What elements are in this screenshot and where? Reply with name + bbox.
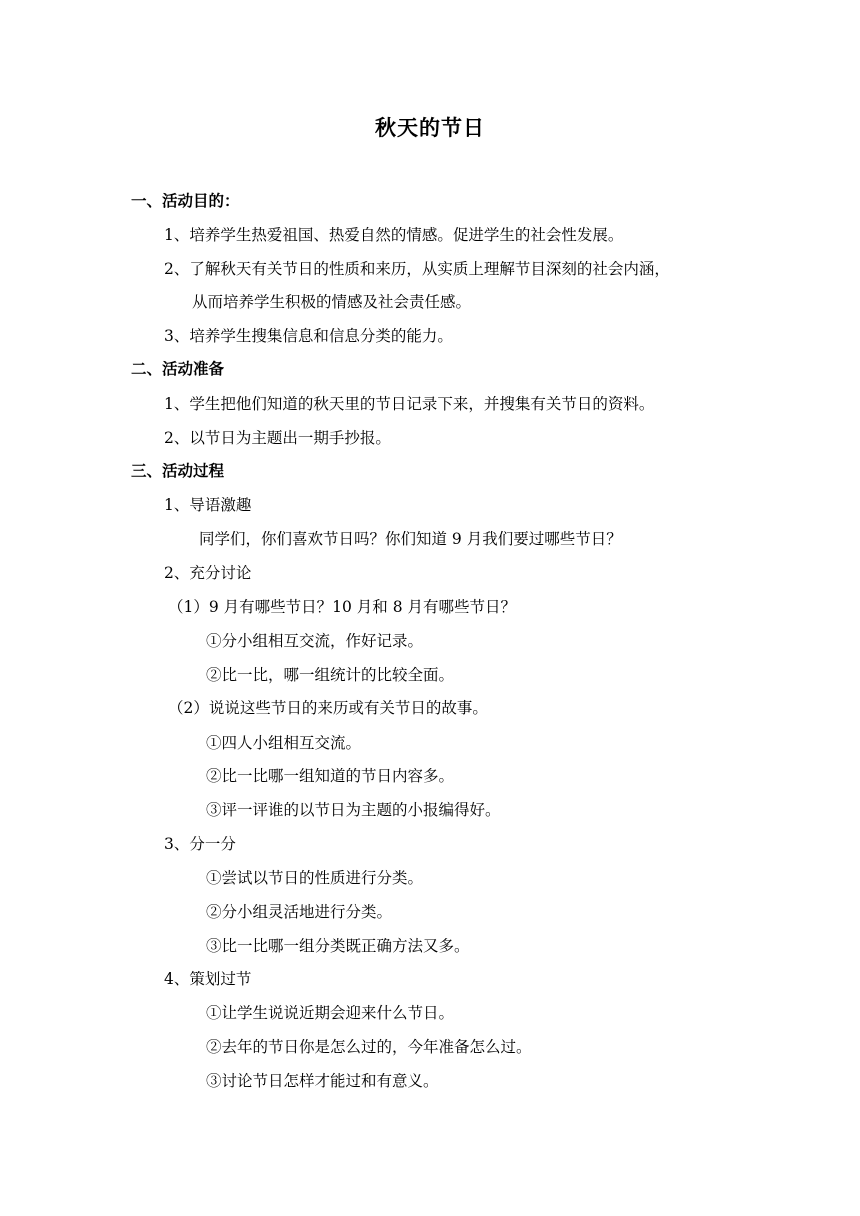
process-step-4-a: ①让学生说说近期会迎来什么节日。 (206, 1004, 455, 1022)
process-step-2-sub-2-a: ①四人小组相互交流。 (206, 734, 362, 752)
process-step-4: 4、策划过节 (164, 970, 252, 988)
process-step-3: 3、分一分 (164, 835, 236, 853)
document-title: 秋天的节日 (375, 116, 485, 140)
process-step-2: 2、充分讨论 (164, 564, 252, 582)
purpose-item-2-continued: 从而培养学生积极的情感及社会责任感。 (192, 293, 472, 311)
process-step-2-sub-2-c: ③评一评谁的以节日为主题的小报编得好。 (206, 801, 501, 819)
process-step-2-sub-1-b: ②比一比，哪一组统计的比较全面。 (206, 666, 455, 684)
process-step-2-sub-1-a: ①分小组相互交流，作好记录。 (206, 632, 424, 650)
section-heading-preparation: 二、活动准备 (131, 360, 225, 378)
section-heading-process: 三、活动过程 (131, 462, 225, 480)
preparation-item-2: 2、以节日为主题出一期手抄报。 (164, 429, 391, 447)
process-step-3-a: ①尝试以节日的性质进行分类。 (206, 869, 424, 887)
purpose-item-2: 2、了解秋天有关节日的性质和来历，从实质上理解节目深刻的社会内涵， (164, 260, 670, 278)
process-step-4-c: ③讨论节日怎样才能过和有意义。 (206, 1072, 439, 1090)
preparation-item-1: 1、学生把他们知道的秋天里的节日记录下来，并搜集有关节日的资料。 (164, 395, 655, 413)
process-step-2-sub-1: （1）9 月有哪些节日？10 月和 8 月有哪些节日？ (168, 598, 517, 616)
process-step-1: 1、导语激趣 (164, 496, 252, 514)
process-step-1-text: 同学们，你们喜欢节日吗？你们知道 9 月我们要过哪些节日？ (199, 530, 622, 548)
purpose-item-1: 1、培养学生热爱祖国、热爱自然的情感。促进学生的社会性发展。 (164, 226, 624, 244)
process-step-3-b: ②分小组灵活地进行分类。 (206, 903, 393, 921)
process-step-2-sub-2-b: ②比一比哪一组知道的节日内容多。 (206, 767, 455, 785)
section-heading-purpose: 一、活动目的： (131, 192, 240, 210)
process-step-4-b: ②去年的节日你是怎么过的，今年准备怎么过。 (206, 1038, 532, 1056)
process-step-3-c: ③比一比哪一组分类既正确方法又多。 (206, 937, 470, 955)
process-step-2-sub-2: （2）说说这些节日的来历或有关节日的故事。 (168, 699, 488, 717)
purpose-item-3: 3、培养学生搜集信息和信息分类的能力。 (164, 327, 453, 345)
